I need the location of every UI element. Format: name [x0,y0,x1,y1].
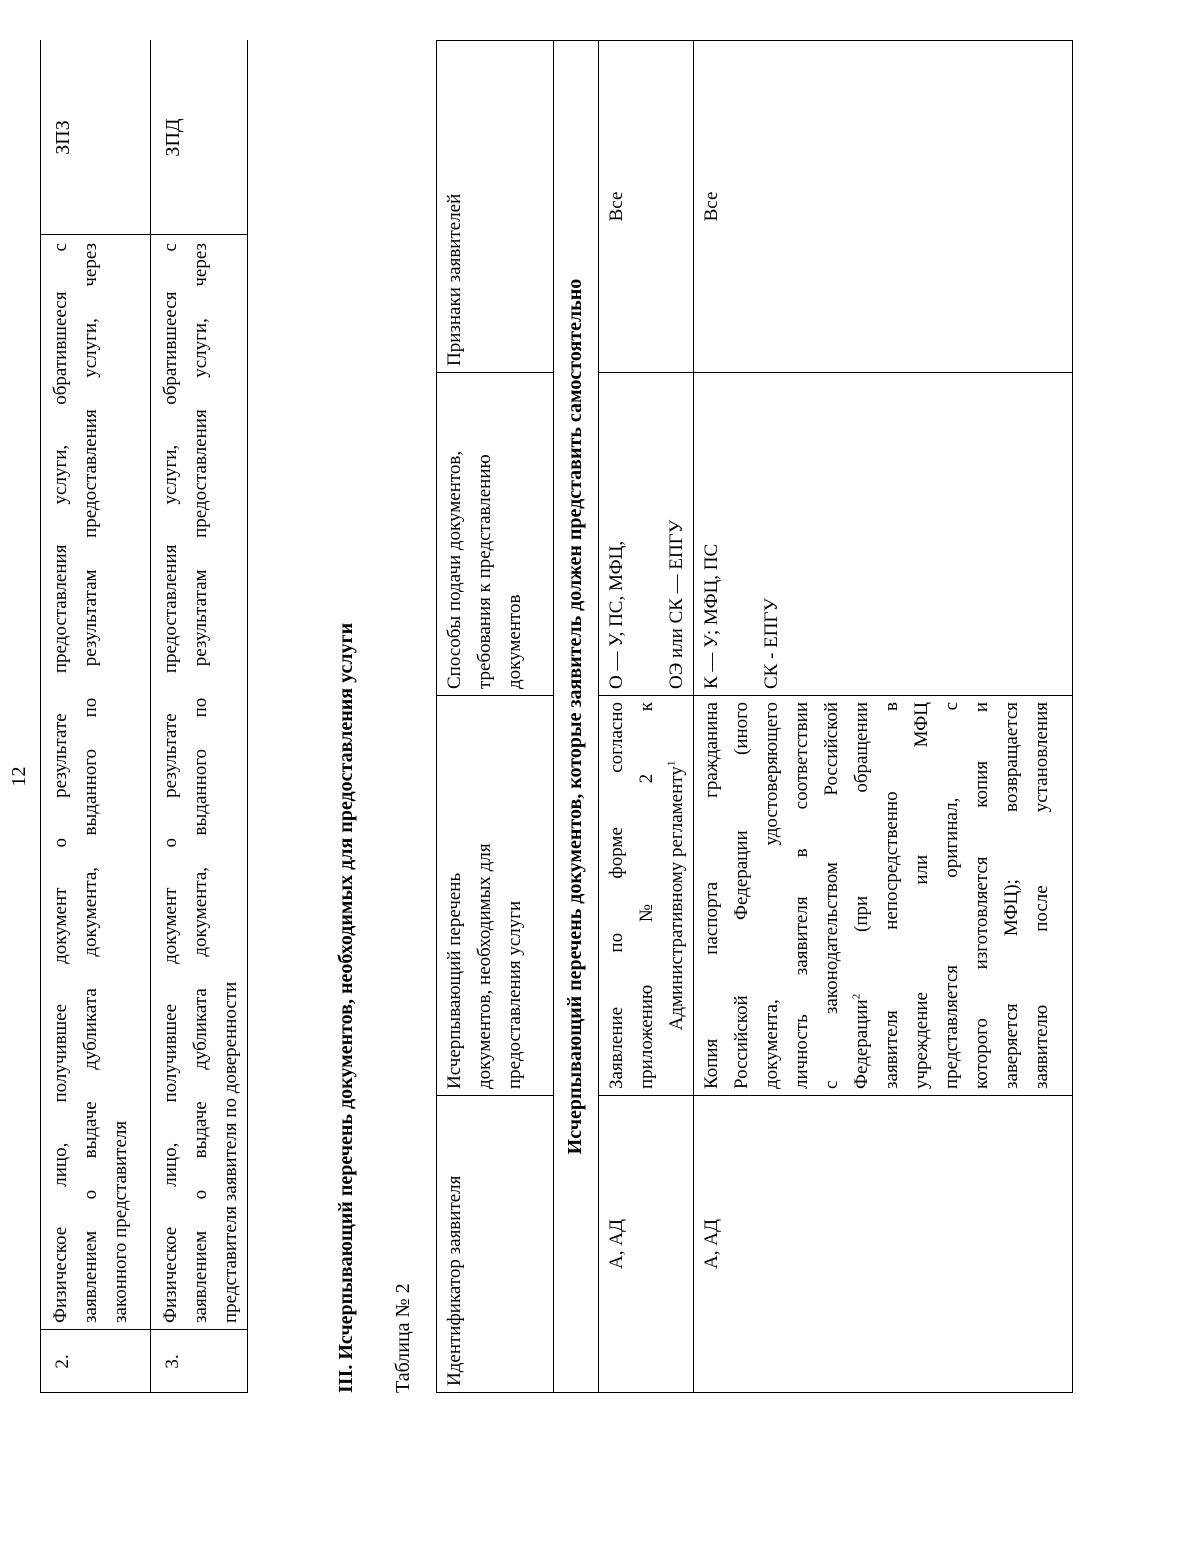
cell-identifier: А, АД [598,1096,693,1393]
document-line: приложению № 2 к [636,702,657,1089]
header-line: требования к представлению [474,454,495,689]
spacer [632,379,662,689]
description-line: Физическое лицо, получившее документ о результате предоставления услуги, обратившееся с [50,243,71,1323]
spacer [727,379,757,689]
top-table-row-divider [150,40,151,1393]
cell-document [598,696,693,1096]
document-line: заявителю после установления [1031,702,1052,1089]
header-line: Исчерпывающий перечень [444,872,465,1089]
document-line: личность заявителя в соответствии [791,702,812,1089]
document-word: Федерации [851,999,872,1089]
footnote-ref: 2 [850,993,863,1000]
footnote-ref: 1 [665,760,678,767]
applicant-description [46,243,136,1323]
top-table-border-top [40,40,41,1393]
header-line: документов, необходимых для [474,843,495,1089]
description-line: Физическое лицо, получившее документ о результате предоставления услуги, обратившееся с [160,243,181,1323]
document-line: документа, удостоверяющего [761,702,782,1089]
document-line-last [662,702,692,1089]
row-number: 3. [162,1354,183,1369]
document-line: с законодательством Российской [821,702,842,1089]
methods-line: ОЭ или СК — ЕПГУ [666,519,687,689]
row-number: 2. [52,1354,73,1369]
cell-document [693,696,1073,1096]
top-table-border-bottom [247,40,248,1393]
header-applicant-signs: Признаки заявителей [436,40,553,373]
document-line: которого изготовляется копия и [971,702,992,1089]
document-line: представляется оригинал, с [941,702,962,1089]
document-line [847,702,877,1089]
description-line: заявлением о выдаче дубликата документа, выданного по результатам предоставления услуги, через [80,243,101,1323]
description-line: представителя заявителя по доверенности [220,981,241,1323]
document-line: заверяется МФЦ); возвращается [1001,702,1022,1089]
cell-identifier: А, АД [693,1096,1073,1393]
document-line: Копия паспорта гражданина [701,702,722,1089]
header-document-list [436,696,553,1096]
methods-line: О — У, ПС, МФЦ, [606,540,627,689]
methods-line: СК - ЕПГУ [761,598,782,689]
header-identifier: Идентификатор заявителя [436,1096,553,1393]
document-text: (при обращении [851,702,872,932]
methods-line: К — У; МФЦ, ПС [701,543,722,689]
header-line: Способы подачи документов, [444,450,465,689]
page-number: 12 [8,766,30,787]
cell-methods [598,373,693,696]
header-submission-methods [436,373,553,696]
description-line: законного представителя [110,1120,131,1323]
document-line: учреждение или МФЦ [911,702,932,1089]
description-line: заявлением о выдаче дубликата документа, выданного по результатам предоставления услуги, через [190,243,211,1323]
applicant-code: ЗПЗ [52,120,74,155]
document-line: Российской Федерации (иного [731,702,752,1089]
header-line: предоставления услуги [504,900,525,1089]
cell-signs: Все [693,40,1073,373]
applicant-code: ЗПД [162,118,184,157]
document-text [847,994,877,1089]
document-line: заявителя непосредственно в [881,702,902,1089]
table-caption: Таблица № 2 [392,1283,414,1393]
subheader-row: Исчерпывающий перечень документов, которые заявитель должен представить самостоятельно [553,40,598,1393]
applicant-description [156,243,246,1323]
document-line: Заявление по форме согласно [606,702,627,1089]
section-title: III. Исчерпывающий перечень документов, необходимых для предоставления услуги [335,622,357,1393]
header-line: документов [504,594,525,689]
document-text: Административному регламенту [666,766,687,1031]
cell-methods [693,373,1073,696]
cell-signs: Все [598,40,693,373]
